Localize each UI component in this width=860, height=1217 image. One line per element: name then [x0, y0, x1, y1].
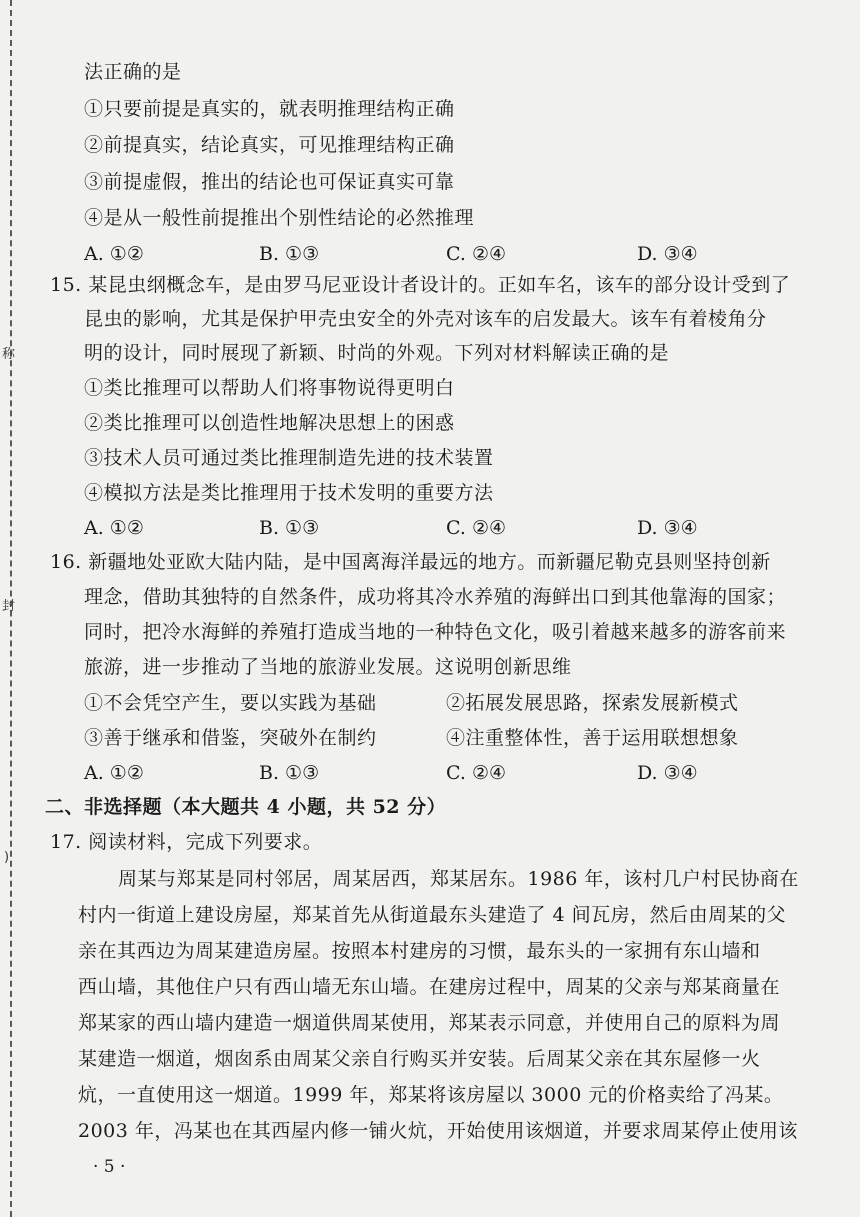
- option-a[interactable]: A. ①②: [84, 762, 144, 784]
- q16-options: [84, 761, 784, 785]
- q16-item: ④注重整体性，善于运用联想想象: [446, 727, 739, 749]
- q16-stem-line: 16. 新疆地处亚欧大陆内陆，是中国离海洋最远的地方。而新疆尼勒克县则坚持创新: [50, 551, 771, 573]
- q15-item: ④模拟方法是类比推理用于技术发明的重要方法: [84, 482, 494, 504]
- q16-item: ③善于继承和借鉴，突破外在制约: [84, 727, 377, 749]
- binding-mark: 称: [2, 347, 16, 362]
- q15-options: [84, 516, 784, 540]
- q17-paragraph-line: 亲在其西边为周某建造房屋。按照本村建房的习惯，最东头的一家拥有东山墙和: [78, 940, 761, 962]
- option-d[interactable]: D. ③④: [637, 762, 698, 784]
- q17-paragraph-line: 炕，一直使用这一烟道。1999 年，郑某将该房屋以 3000 元的价格卖给了冯某。: [78, 1084, 784, 1106]
- q14-item: ④是从一般性前提推出个别性结论的必然推理: [84, 207, 475, 229]
- q16-stem-line: 同时，把冷水海鲜的养殖打造成当地的一种特色文化，吸引着越来越多的游客前来: [84, 621, 787, 643]
- q14-item: ②前提真实，结论真实，可见推理结构正确: [84, 134, 455, 156]
- option-b[interactable]: B. ①③: [259, 762, 320, 784]
- q16-stem-line: 理念，借助其独特的自然条件，成功将其冷水养殖的海鲜出口到其他靠海的国家；: [84, 586, 787, 608]
- q16-item: ①不会凭空产生，要以实践为基础: [84, 692, 377, 714]
- option-d[interactable]: D. ③④: [637, 243, 698, 265]
- q14-options: [84, 242, 784, 266]
- q15-stem-line: 15. 某昆虫纲概念车，是由罗马尼亚设计者设计的。正如车名，该车的部分设计受到了: [50, 274, 791, 296]
- q17-paragraph-line: 西山墙，其他住户只有西山墙无东山墙。在建房过程中，周某的父亲与郑某商量在: [78, 976, 781, 998]
- q15-stem-line: 昆虫的影响，尤其是保护甲壳虫安全的外壳对该车的启发最大。该车有着棱角分: [84, 308, 767, 330]
- q17-paragraph-line: 村内一街道上建设房屋，郑某首先从街道最东头建造了 4 间瓦房，然后由周某的父: [78, 904, 787, 926]
- option-c[interactable]: C. ②④: [446, 762, 507, 784]
- q14-item: ①只要前提是真实的，就表明推理结构正确: [84, 98, 455, 120]
- option-c[interactable]: C. ②④: [446, 243, 507, 265]
- option-b[interactable]: B. ①③: [259, 517, 320, 539]
- q17-paragraph-line: 周某与郑某是同村邻居，周某居西，郑某居东。1986 年，该村几户村民协商在: [118, 868, 799, 890]
- q15-item: ③技术人员可通过类比推理制造先进的技术装置: [84, 447, 494, 469]
- q17-paragraph-line: 某建造一烟道，烟囱系由周某父亲自行购买并安装。后周某父亲在其东屋修一火: [78, 1048, 761, 1070]
- option-a[interactable]: A. ①②: [84, 517, 144, 539]
- q15-stem-line: 明的设计，同时展现了新颖、时尚的外观。下列对材料解读正确的是: [84, 342, 670, 364]
- q16-item: ②拓展发展思路，探索发展新模式: [446, 692, 739, 714]
- section-heading: 二、非选择题（本大题共 4 小题，共 52 分）: [45, 796, 447, 818]
- q16-stem-line: 旅游，进一步推动了当地的旅游业发展。这说明创新思维: [84, 656, 572, 678]
- q17-paragraph-line: 郑某家的西山墙内建造一烟道供周某使用，郑某表示同意，并使用自己的原料为周: [78, 1012, 781, 1034]
- q15-item: ①类比推理可以帮助人们将事物说得更明白: [84, 377, 455, 399]
- binding-mark: ): [4, 850, 10, 865]
- binding-mark: 封: [2, 599, 16, 614]
- q17-paragraph-line: 2003 年，冯某也在其西屋内修一铺火炕，开始使用该烟道，并要求周某停止使用该: [78, 1120, 798, 1142]
- q14-stem-end: 法正确的是: [84, 61, 182, 83]
- option-d[interactable]: D. ③④: [637, 517, 698, 539]
- q15-item: ②类比推理可以创造性地解决思想上的困惑: [84, 412, 455, 434]
- option-c[interactable]: C. ②④: [446, 517, 507, 539]
- q14-item: ③前提虚假，推出的结论也可保证真实可靠: [84, 171, 455, 193]
- option-a[interactable]: A. ①②: [84, 243, 144, 265]
- page-number: · 5 ·: [93, 1157, 126, 1177]
- option-b[interactable]: B. ①③: [259, 243, 320, 265]
- q17-stem: 17. 阅读材料，完成下列要求。: [50, 831, 323, 853]
